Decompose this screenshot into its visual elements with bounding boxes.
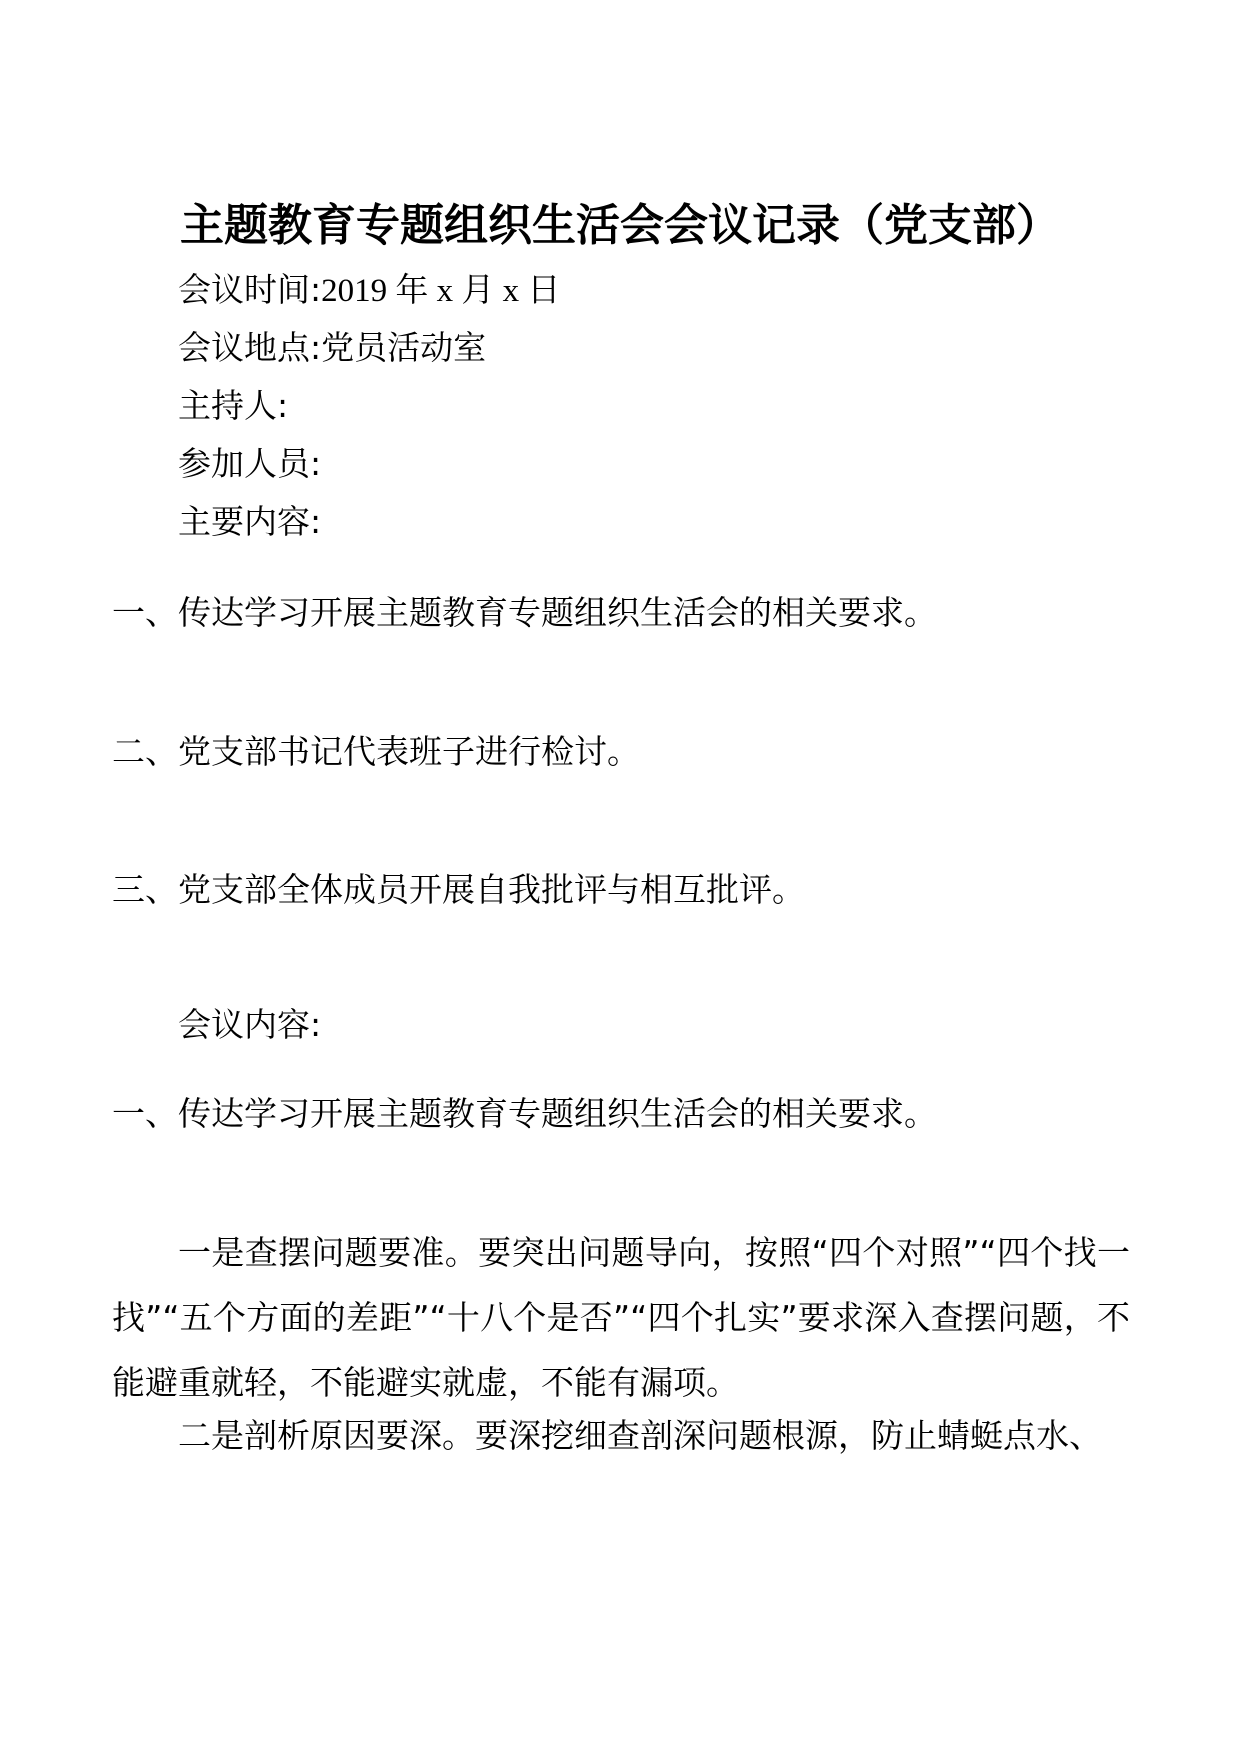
meeting-time-line [178,268,560,313]
attendees-label: 参加人员: [178,444,322,483]
paragraph-2: 二是剖析原因要深。要深挖细查剖深问题根源，防止蜻蜓点水、 [178,1416,1102,1455]
paragraph-1: 一是查摆问题要准。要突出问题导向，按照“四个对照”“四个找一找”“五个方面的差距”“十八个是否”“四个扎实”要求深入查摆问题，不能避重就轻，不能避实就虚，不能有漏项。 [112,1233,1130,1402]
meeting-place-value: 党员活动室 [321,328,487,367]
agenda-item-3: 三、党支部全体成员开展自我批评与相互批评。 [112,870,805,909]
meeting-content-label: 会议内容: [178,1005,322,1044]
agenda-item-2: 二、党支部书记代表班子进行检讨。 [112,732,640,771]
meeting-time-label: 会议时间: [178,270,322,309]
meeting-place-line [178,326,486,370]
meeting-place-label: 会议地点: [178,328,322,367]
agenda-item-1: 一、传达学习开展主题教育专题组织生活会的相关要求。 [112,593,937,632]
section-heading: 一、传达学习开展主题教育专题组织生活会的相关要求。 [112,1094,937,1133]
main-content-label: 主要内容: [178,502,322,541]
meeting-time-value: 2019 年 x 月 x 日 [321,273,561,309]
host-label: 主持人: [178,386,289,425]
document-title: 主题教育专题组织生活会会议记录（党支部） [180,200,1060,251]
